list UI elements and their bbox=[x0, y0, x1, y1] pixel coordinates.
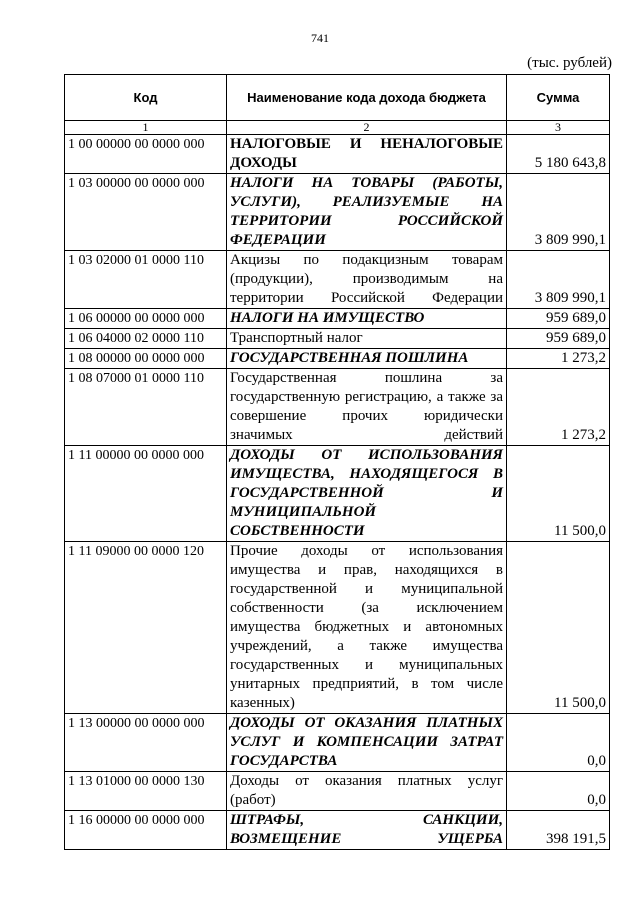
row-name: ШТРАФЫ, САНКЦИИ, ВОЗМЕЩЕНИЕ УЩЕРБА bbox=[227, 811, 507, 850]
header-row bbox=[65, 75, 610, 121]
row-sum: 11 500,0 bbox=[507, 446, 610, 542]
column-number: 1 bbox=[65, 121, 227, 135]
row-code: 1 00 00000 00 0000 000 bbox=[65, 135, 227, 174]
column-number: 3 bbox=[507, 121, 610, 135]
row-code: 1 16 00000 00 0000 000 bbox=[65, 811, 227, 850]
row-name: Транспортный налог bbox=[227, 329, 507, 349]
row-code: 1 03 02000 01 0000 110 bbox=[65, 251, 227, 309]
row-name: Государственная пошлина за государственную регистрацию, а также за совершение прочих юридически значимых действий bbox=[227, 369, 507, 446]
row-name: Доходы от оказания платных услуг (работ) bbox=[227, 772, 507, 811]
column-number-row bbox=[65, 121, 610, 135]
row-sum: 398 191,5 bbox=[507, 811, 610, 850]
row-sum: 1 273,2 bbox=[507, 369, 610, 446]
page-number: 741 bbox=[311, 31, 329, 45]
row-name: НАЛОГИ НА ИМУЩЕСТВО bbox=[227, 309, 507, 329]
column-header-name: Наименование кода дохода бюджета bbox=[227, 75, 507, 121]
row-code: 1 13 01000 00 0000 130 bbox=[65, 772, 227, 811]
row-name: НАЛОГИ НА ТОВАРЫ (РАБОТЫ, УСЛУГИ), РЕАЛИЗУЕМЫЕ НА ТЕРРИТОРИИ РОССИЙСКОЙ ФЕДЕРАЦИИ bbox=[227, 174, 507, 251]
column-header-sum: Сумма bbox=[507, 75, 610, 121]
table-row bbox=[65, 329, 610, 349]
table-row bbox=[65, 772, 610, 811]
row-code: 1 11 00000 00 0000 000 bbox=[65, 446, 227, 542]
table-row bbox=[65, 309, 610, 329]
row-name: Прочие доходы от использования имущества и прав, находящихся в государственной и муниципальной собственности (за исключением имущества бюджетных и автономных учреждений, а также имущества государственных и муниципальных унитарных предприятий, в том числе казенных) bbox=[227, 542, 507, 714]
table-row bbox=[65, 369, 610, 446]
row-sum: 0,0 bbox=[507, 714, 610, 772]
row-code: 1 13 00000 00 0000 000 bbox=[65, 714, 227, 772]
row-name: НАЛОГОВЫЕ И НЕНАЛОГОВЫЕ ДОХОДЫ bbox=[227, 135, 507, 174]
row-sum: 11 500,0 bbox=[507, 542, 610, 714]
row-code: 1 06 04000 02 0000 110 bbox=[65, 329, 227, 349]
row-name: ГОСУДАРСТВЕННАЯ ПОШЛИНА bbox=[227, 349, 507, 369]
row-sum: 959 689,0 bbox=[507, 309, 610, 329]
row-code: 1 06 00000 00 0000 000 bbox=[65, 309, 227, 329]
table-row bbox=[65, 446, 610, 542]
table-row bbox=[65, 174, 610, 251]
row-code: 1 03 00000 00 0000 000 bbox=[65, 174, 227, 251]
row-sum: 3 809 990,1 bbox=[507, 251, 610, 309]
row-name: ДОХОДЫ ОТ ОКАЗАНИЯ ПЛАТНЫХ УСЛУГ И КОМПЕНСАЦИИ ЗАТРАТ ГОСУДАРСТВА bbox=[227, 714, 507, 772]
column-number: 2 bbox=[227, 121, 507, 135]
table-row bbox=[65, 251, 610, 309]
table-row bbox=[65, 542, 610, 714]
table-row bbox=[65, 714, 610, 772]
table-row bbox=[65, 811, 610, 850]
row-sum: 3 809 990,1 bbox=[507, 174, 610, 251]
column-header-code: Код bbox=[65, 75, 227, 121]
row-sum: 959 689,0 bbox=[507, 329, 610, 349]
row-sum: 5 180 643,8 bbox=[507, 135, 610, 174]
table-row bbox=[65, 349, 610, 369]
budget-revenue-table bbox=[64, 74, 610, 850]
row-sum: 0,0 bbox=[507, 772, 610, 811]
row-code: 1 08 07000 01 0000 110 bbox=[65, 369, 227, 446]
units-label: (тыс. рублей) bbox=[527, 55, 612, 71]
row-sum: 1 273,2 bbox=[507, 349, 610, 369]
row-name: ДОХОДЫ ОТ ИСПОЛЬЗОВАНИЯ ИМУЩЕСТВА, НАХОДЯЩЕГОСЯ В ГОСУДАРСТВЕННОЙ И МУНИЦИПАЛЬНОЙ СОБСТВЕННОСТИ bbox=[227, 446, 507, 542]
table-row bbox=[65, 135, 610, 174]
row-code: 1 11 09000 00 0000 120 bbox=[65, 542, 227, 714]
row-name: Акцизы по подакцизным товарам (продукции), производимым на территории Российской Федерации bbox=[227, 251, 507, 309]
row-code: 1 08 00000 00 0000 000 bbox=[65, 349, 227, 369]
